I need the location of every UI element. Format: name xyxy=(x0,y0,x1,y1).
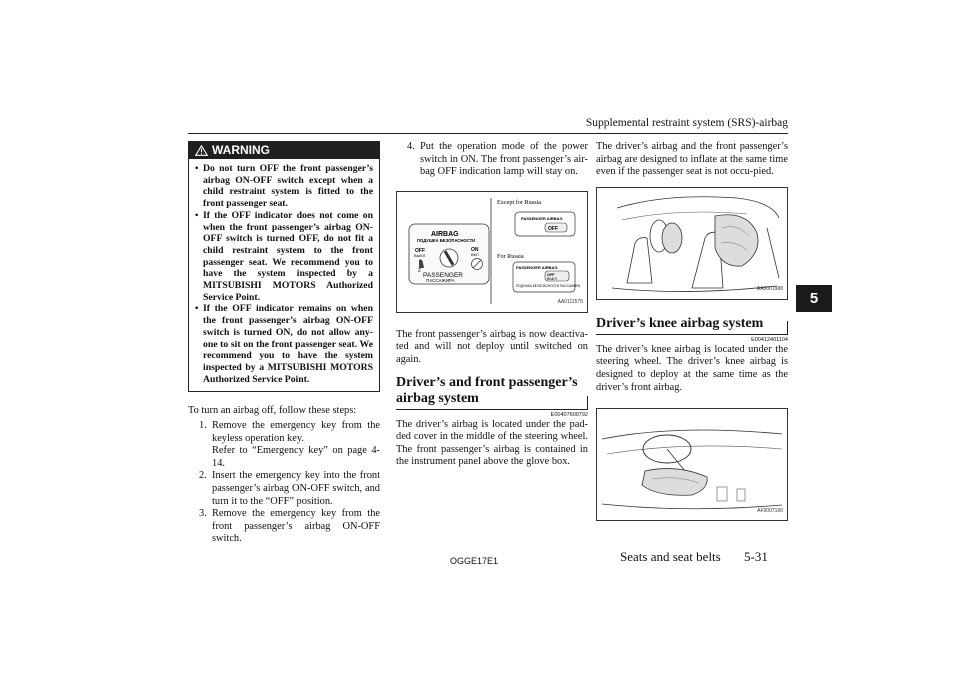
lamp-off-russia: OFF xyxy=(547,272,555,277)
warning-item: • Do not turn OFF the front passenger’s airbag ON-OFF switch except when a child restraint system is fitted to the front passenger seat. xyxy=(195,163,373,210)
figure-front-airbags xyxy=(596,187,788,300)
running-head: Supplemental restraint system (SRS)-airbag xyxy=(585,117,788,129)
switch-on-label: ON xyxy=(471,246,479,253)
column-3 xyxy=(596,141,788,521)
footer-doc-code: OGGE17E1 xyxy=(450,556,499,566)
section-text: The driver’s airbag is located under the pad-ded cover in the middle of the steering wheel. The front passenger’s airbag is contained in the instrument panel above the glove box. xyxy=(396,418,588,468)
step-item: 1. Remove the emergency key from the keyless operation key. Refer to “Emergency key” on page 4-14. xyxy=(199,419,380,469)
section-driver-front-airbag xyxy=(396,375,588,469)
intro-text: To turn an airbag off, follow these steps: xyxy=(188,405,357,417)
warning-item: • If the OFF indicator does not come on when the front passenger’s airbag ON-OFF switch is turned OFF, do not fit a child restraint system to the front passenger seat. We recommend you to have the system inspected by a MITSUBISHI MOTORS Authorized Service Point. xyxy=(195,210,373,304)
step-item: 2. Insert the emergency key into the front passenger’s airbag ON-OFF switch, and turn it to the “OFF” position. xyxy=(199,470,380,507)
figure-code: AF0007190 xyxy=(757,507,783,514)
switch-on-ru-label: ВКЛ xyxy=(471,251,479,257)
step-reference: Refer to “Emergency key” on page 4-14. xyxy=(212,445,380,469)
footer-section-title: Seats and seat belts xyxy=(620,549,721,564)
figure-airbag-switch xyxy=(396,191,588,313)
front-airbags-illustration xyxy=(597,188,787,299)
warning-body xyxy=(189,159,379,391)
steps-list-continued xyxy=(396,141,588,179)
footer-page-number: 5-31 xyxy=(744,549,768,564)
section-knee-airbag xyxy=(596,316,788,394)
airbag-switch-illustration xyxy=(397,192,587,312)
chapter-tab: 5 xyxy=(796,285,832,312)
lamp-off-label: OFF xyxy=(548,225,558,232)
column-1 xyxy=(188,141,380,546)
header-rule xyxy=(188,133,788,134)
svg-text:2: 2 xyxy=(418,267,421,274)
switch-passenger-ru-label: ПАССАЖИРА xyxy=(426,277,455,283)
warning-triangle-icon xyxy=(195,145,208,156)
lamp-off-ru: ВЫКЛ xyxy=(547,276,557,281)
knee-airbag-illustration xyxy=(597,409,787,520)
lamp-text-russia: PASSENGER AIRBAG xyxy=(516,264,558,270)
warning-box xyxy=(188,141,380,392)
warning-item: • If the OFF indicator remains on when the front passenger’s airbag ON-OFF switch is turned ON, do not allow any-one to sit on the front passenger seat. We recommend you to have the system inspected by a MITSUBISHI MOTORS Authorized Service Point. xyxy=(195,303,373,385)
warning-title: WARNING xyxy=(212,143,270,158)
steps-list xyxy=(188,420,380,546)
switch-airbag-label: AIRBAG xyxy=(431,230,459,238)
deactivation-text: The front passenger’s airbag is now deactiva-ted and will not deploy until switched on again. xyxy=(396,328,588,365)
label-except-russia: Except for Russia xyxy=(497,198,541,206)
switch-passenger-label: PASSENGER xyxy=(423,271,463,279)
lamp-ru-text: ПОДУШКА БЕЗОПАСНОСТИ ПАССАЖИРА xyxy=(516,283,581,288)
figure-code: AA0001988 xyxy=(756,286,783,293)
section-text: The driver’s knee airbag is located under the steering wheel. The driver’s knee airbag is designed to deploy at the same time as the driver’s front airbag. xyxy=(596,343,788,393)
step-item: 4. Put the operation mode of the power switch in ON. The front passenger’s air-bag OFF indication lamp will stay on. xyxy=(407,141,588,178)
label-for-russia: For Russia xyxy=(497,252,524,260)
lamp-text: PASSENGER AIRBAG xyxy=(521,215,563,221)
section-code: E00407600792 xyxy=(550,411,588,418)
figure-code: AA0111575 xyxy=(557,299,583,306)
column-2 xyxy=(396,141,588,469)
step-item: 3. Remove the emergency key from the front passenger’s airbag ON-OFF switch. xyxy=(199,508,380,545)
inflate-text: The driver’s airbag and the front passenger’s airbag are designed to inflate at the same time even if the passenger seat is not occu-pied. xyxy=(596,141,788,178)
switch-off-ru-label: ВЫКЛ xyxy=(414,252,426,258)
switch-off-label: OFF xyxy=(415,247,425,254)
warning-header xyxy=(189,142,379,159)
section-code: E00412401104 xyxy=(751,336,788,343)
section-heading: Driver’s and front passenger’s airbag system xyxy=(396,375,588,410)
section-heading: Driver’s knee airbag system xyxy=(596,316,788,335)
figure-knee-airbag xyxy=(596,408,788,521)
switch-airbag-ru-label: ПОДУШКА БЕЗОПАСНОСТИ xyxy=(417,237,476,243)
